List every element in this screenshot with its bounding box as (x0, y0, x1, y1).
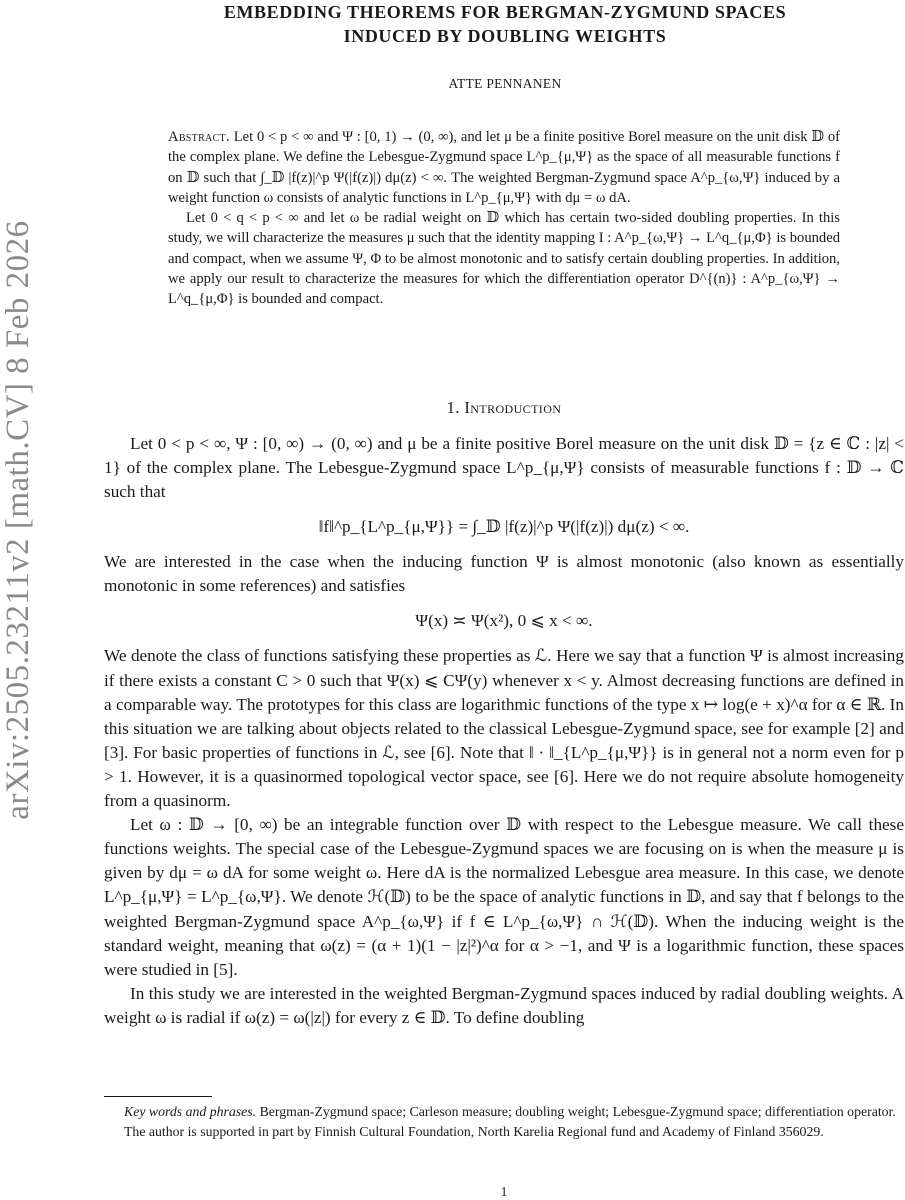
display-equation-norm: ‖f‖^p_{L^p_{μ,Ψ}} = ∫_𝔻 |f(z)|^p Ψ(|f(z)|) dμ(z) < ∞. (318, 517, 690, 537)
abstract-text-1: Let 0 < p < ∞ and Ψ : [0, 1) → (0, ∞), and let μ be a finite positive Borel measure on the unit disk 𝔻 of the complex plane. We define the Lebesgue-Zygmund space L^p_{μ,Ψ} as the space of all measurable functions f on 𝔻 such that ∫_𝔻 |f(z)|^p Ψ(|f(z)|) dμ(z) < ∞. The weighted Bergman-Zygmund space A^p_{ω,Ψ} induced by a weight function ω consists of analytic functions in L^p_{μ,Ψ} with dμ = ω dA. (168, 129, 840, 206)
arxiv-identifier-stamp: arXiv:2505.23211v2 [math.CV] 8 Feb 2026 (0, 220, 36, 820)
abstract-paragraph-2: Let 0 < q < p < ∞ and let ω be radial weight on 𝔻 which has certain two-sided doubling properties. In this study, we will characterize the measures μ such that the identity mapping I : A^p_{ω,Ψ} → L^q_{μ,Φ} is bounded and compact, when we assume Ψ, Φ to be almost monotonic and to satisfy certain doubling properties. In addition, we apply our result to characterize the measures for which the differentiation operator D^{(n)} : A^p_{ω,Ψ} → L^q_{μ,Φ} is bounded and compact. (168, 210, 840, 308)
footnote-rule (104, 1096, 212, 1097)
section-number: 1. (446, 398, 460, 417)
section-heading-introduction (104, 398, 904, 418)
author-name: ATTE PENNANEN (448, 76, 562, 91)
body-paragraph: Let 0 < p < ∞, Ψ : [0, ∞) → (0, ∞) and μ be a finite positive Borel measure on the unit disk 𝔻 = {z ∈ ℂ : |z| < 1} of the complex plane. The Lebesgue-Zygmund space L^p_{μ,Ψ} consists of measurable functions f : 𝔻 → ℂ such that (104, 434, 904, 502)
paper-title (150, 0, 860, 48)
title-line-1: EMBEDDING THEOREMS FOR BERGMAN-ZYGMUND SPACES (223, 2, 787, 22)
body-text (104, 432, 904, 1030)
footnote-funding: The author is supported in part by Finnish Cultural Foundation, North Karelia Regional fund and Academy of Finland 356029. (124, 1123, 824, 1139)
body-paragraph: We denote the class of functions satisfying these properties as ℒ. Here we say that a function Ψ is almost increasing if there exists a constant C > 0 such that Ψ(x) ⩽ CΨ(y) whenever x < y. Almost decreasing functions are defined in a comparable way. The prototypes for this class are logarithmic functions of the type x ↦ log(e + x)^α for α ∈ ℝ. In this situation we are talking about objects related to the classical Lebesgue-Zygmund space, see for example [2] and [3]. For basic properties of functions in ℒ, see [6]. Note that ‖ · ‖_{L^p_{μ,Ψ}} is in general not a norm even for p > 1. However, it is a quasinormed topological vector space, see [6]. Here we do not require absolute homogeneity from a quasinorm. (104, 646, 904, 811)
abstract-label: Abstract. (168, 129, 230, 145)
abstract (168, 127, 840, 310)
body-paragraph: In this study we are interested in the weighted Bergman-Zygmund spaces induced by radial doubling weights. A weight ω is radial if ω(z) = ω(|z|) for every z ∈ 𝔻. To define doubling (104, 983, 904, 1027)
page-number: 1 (500, 1184, 508, 1199)
body-paragraph: We are interested in the case when the inducing function Ψ is almost monotonic (also known as essentially monotonic in some references) and satisfies (104, 552, 904, 596)
footnote-keywords (104, 1102, 904, 1122)
title-line-2: INDUCED BY DOUBLING WEIGHTS (343, 26, 667, 46)
footnotes (104, 1102, 904, 1141)
keywords-label: Key words and phrases. (124, 1104, 257, 1119)
body-paragraph: Let ω : 𝔻 → [0, ∞) be an integrable function over 𝔻 with respect to the Lebesgue measure. We call these functions weights. The special case of the Lebesgue-Zygmund spaces we are focusing on is when the measure μ is given by dμ = ω dA for some weight ω. Here dA is the normalized Lebesgue area measure. In this case, we denote L^p_{μ,Ψ} = L^p_{ω,Ψ}. We denote ℋ(𝔻) to be the space of analytic functions in 𝔻, and say that f belongs to the weighted Bergman-Zygmund space A^p_{ω,Ψ} if f ∈ L^p_{ω,Ψ} ∩ ℋ(𝔻). When the inducing weight is the standard weight, meaning that ω(z) = (α + 1)(1 − |z|²)^α for α > −1, and Ψ is a logarithmic function, these spaces were studied in [5]. (104, 815, 904, 979)
display-equation-doubling: Ψ(x) ≍ Ψ(x²), 0 ⩽ x < ∞. (415, 611, 593, 631)
abstract-paragraph-1 (168, 127, 840, 208)
section-title: Introduction (464, 398, 562, 417)
keywords-text: Bergman-Zygmund space; Carleson measure; doubling weight; Lebesgue-Zygmund space; differentiation operator. (259, 1104, 896, 1119)
